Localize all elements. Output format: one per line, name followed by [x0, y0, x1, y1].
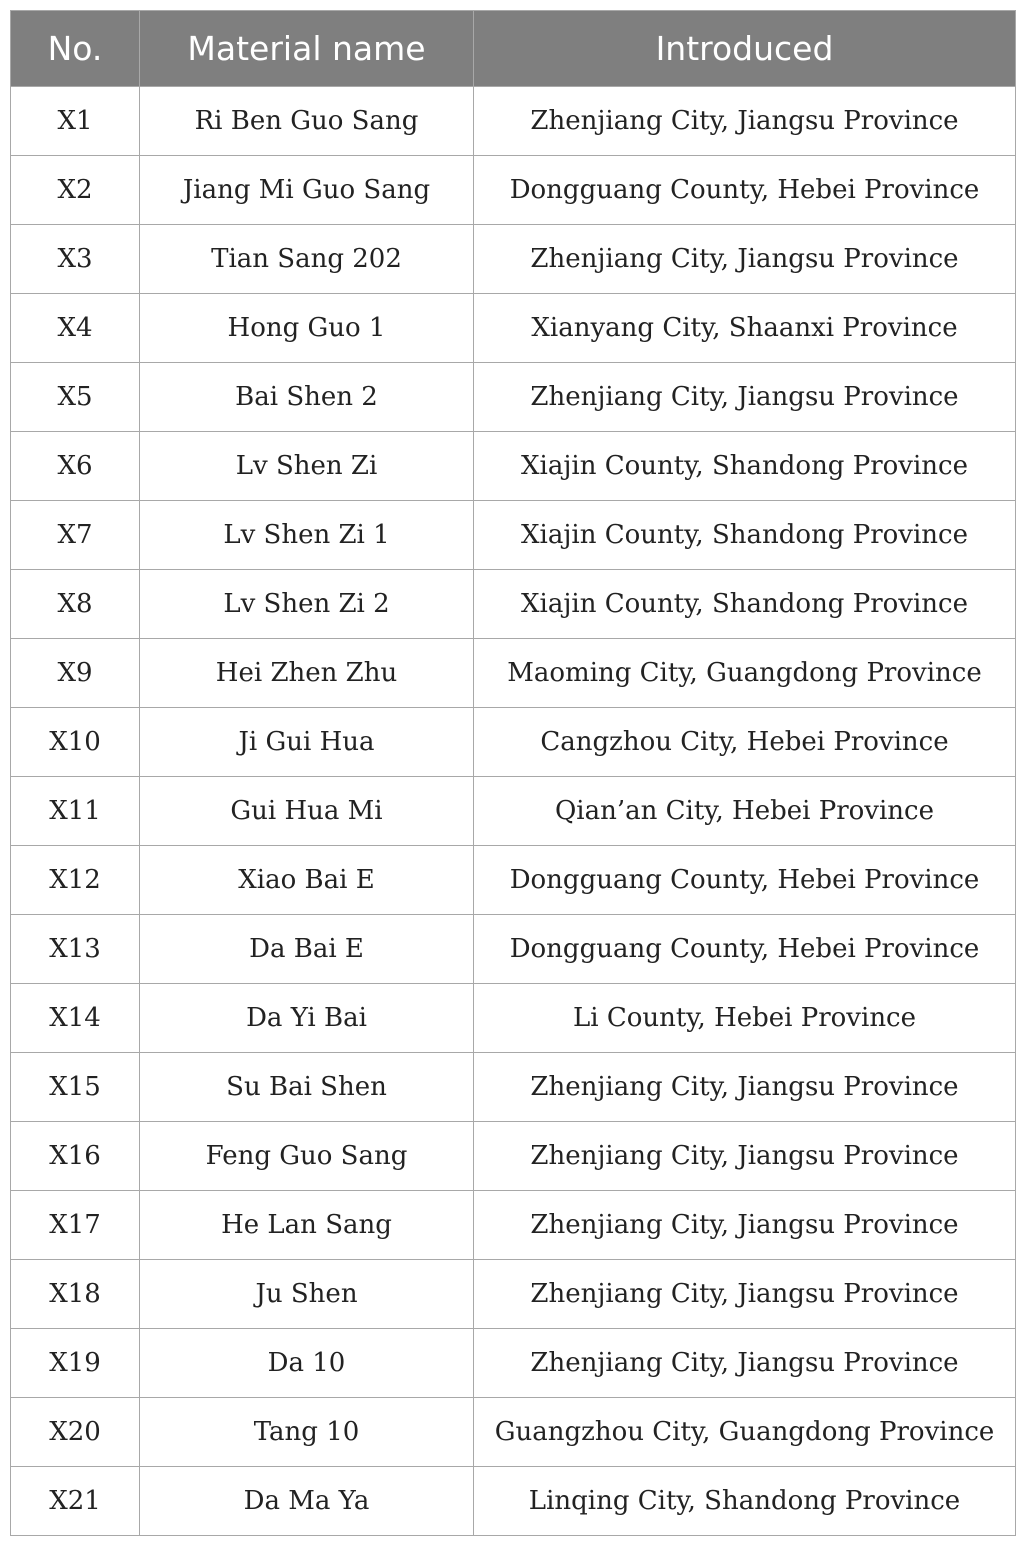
cell-introduced: Zhenjiang City, Jiangsu Province — [474, 1329, 1016, 1398]
cell-introduced: Xiajin County, Shandong Province — [474, 501, 1016, 570]
cell-material-name: Da Ma Ya — [140, 1467, 474, 1536]
cell-material-name: Feng Guo Sang — [140, 1122, 474, 1191]
table-row — [11, 156, 1016, 225]
cell-material-name: Lv Shen Zi 1 — [140, 501, 474, 570]
header-introduced: Introduced — [474, 11, 1016, 87]
table-header — [11, 11, 1016, 87]
table-row — [11, 87, 1016, 156]
cell-material-name: Jiang Mi Guo Sang — [140, 156, 474, 225]
cell-introduced: Dongguang County, Hebei Province — [474, 846, 1016, 915]
cell-introduced: Maoming City, Guangdong Province — [474, 639, 1016, 708]
cell-no: X8 — [11, 570, 140, 639]
cell-no: X14 — [11, 984, 140, 1053]
header-no: No. — [11, 11, 140, 87]
cell-introduced: Zhenjiang City, Jiangsu Province — [474, 225, 1016, 294]
table-row — [11, 1467, 1016, 1536]
cell-material-name: Da Yi Bai — [140, 984, 474, 1053]
table-row — [11, 294, 1016, 363]
cell-no: X10 — [11, 708, 140, 777]
materials-table-container — [10, 10, 1015, 1536]
table-row — [11, 432, 1016, 501]
cell-material-name: Su Bai Shen — [140, 1053, 474, 1122]
cell-no: X20 — [11, 1398, 140, 1467]
cell-no: X9 — [11, 639, 140, 708]
table-row — [11, 777, 1016, 846]
cell-no: X16 — [11, 1122, 140, 1191]
cell-no: X11 — [11, 777, 140, 846]
table-row — [11, 846, 1016, 915]
cell-introduced: Zhenjiang City, Jiangsu Province — [474, 1260, 1016, 1329]
cell-introduced: Zhenjiang City, Jiangsu Province — [474, 87, 1016, 156]
table-row — [11, 1329, 1016, 1398]
table-body — [11, 87, 1016, 1536]
cell-introduced: Guangzhou City, Guangdong Province — [474, 1398, 1016, 1467]
cell-no: X19 — [11, 1329, 140, 1398]
cell-introduced: Xiajin County, Shandong Province — [474, 432, 1016, 501]
cell-material-name: Da Bai E — [140, 915, 474, 984]
cell-introduced: Qian’an City, Hebei Province — [474, 777, 1016, 846]
cell-introduced: Zhenjiang City, Jiangsu Province — [474, 363, 1016, 432]
cell-material-name: Gui Hua Mi — [140, 777, 474, 846]
cell-material-name: Xiao Bai E — [140, 846, 474, 915]
cell-material-name: Tang 10 — [140, 1398, 474, 1467]
cell-no: X12 — [11, 846, 140, 915]
table-row — [11, 1398, 1016, 1467]
cell-introduced: Cangzhou City, Hebei Province — [474, 708, 1016, 777]
table-row — [11, 501, 1016, 570]
cell-no: X21 — [11, 1467, 140, 1536]
cell-no: X13 — [11, 915, 140, 984]
cell-introduced: Zhenjiang City, Jiangsu Province — [474, 1122, 1016, 1191]
cell-material-name: Bai Shen 2 — [140, 363, 474, 432]
cell-material-name: He Lan Sang — [140, 1191, 474, 1260]
cell-material-name: Da 10 — [140, 1329, 474, 1398]
cell-no: X6 — [11, 432, 140, 501]
table-row — [11, 363, 1016, 432]
cell-introduced: Zhenjiang City, Jiangsu Province — [474, 1191, 1016, 1260]
cell-no: X7 — [11, 501, 140, 570]
cell-no: X18 — [11, 1260, 140, 1329]
cell-introduced: Xiajin County, Shandong Province — [474, 570, 1016, 639]
cell-introduced: Li County, Hebei Province — [474, 984, 1016, 1053]
materials-table — [10, 10, 1016, 1536]
table-row — [11, 225, 1016, 294]
table-row — [11, 1122, 1016, 1191]
cell-no: X15 — [11, 1053, 140, 1122]
cell-material-name: Lv Shen Zi — [140, 432, 474, 501]
table-row — [11, 1260, 1016, 1329]
cell-material-name: Ji Gui Hua — [140, 708, 474, 777]
cell-introduced: Dongguang County, Hebei Province — [474, 915, 1016, 984]
cell-no: X5 — [11, 363, 140, 432]
table-row — [11, 639, 1016, 708]
cell-no: X1 — [11, 87, 140, 156]
table-row — [11, 570, 1016, 639]
table-row — [11, 708, 1016, 777]
cell-introduced: Linqing City, Shandong Province — [474, 1467, 1016, 1536]
cell-material-name: Hong Guo 1 — [140, 294, 474, 363]
cell-material-name: Lv Shen Zi 2 — [140, 570, 474, 639]
cell-introduced: Zhenjiang City, Jiangsu Province — [474, 1053, 1016, 1122]
header-row — [11, 11, 1016, 87]
cell-no: X17 — [11, 1191, 140, 1260]
cell-no: X3 — [11, 225, 140, 294]
cell-material-name: Tian Sang 202 — [140, 225, 474, 294]
cell-material-name: Ri Ben Guo Sang — [140, 87, 474, 156]
cell-no: X2 — [11, 156, 140, 225]
header-material-name: Material name — [140, 11, 474, 87]
cell-introduced: Dongguang County, Hebei Province — [474, 156, 1016, 225]
cell-introduced: Xianyang City, Shaanxi Province — [474, 294, 1016, 363]
table-row — [11, 1053, 1016, 1122]
table-row — [11, 984, 1016, 1053]
table-row — [11, 1191, 1016, 1260]
cell-no: X4 — [11, 294, 140, 363]
cell-material-name: Hei Zhen Zhu — [140, 639, 474, 708]
table-row — [11, 915, 1016, 984]
cell-material-name: Ju Shen — [140, 1260, 474, 1329]
